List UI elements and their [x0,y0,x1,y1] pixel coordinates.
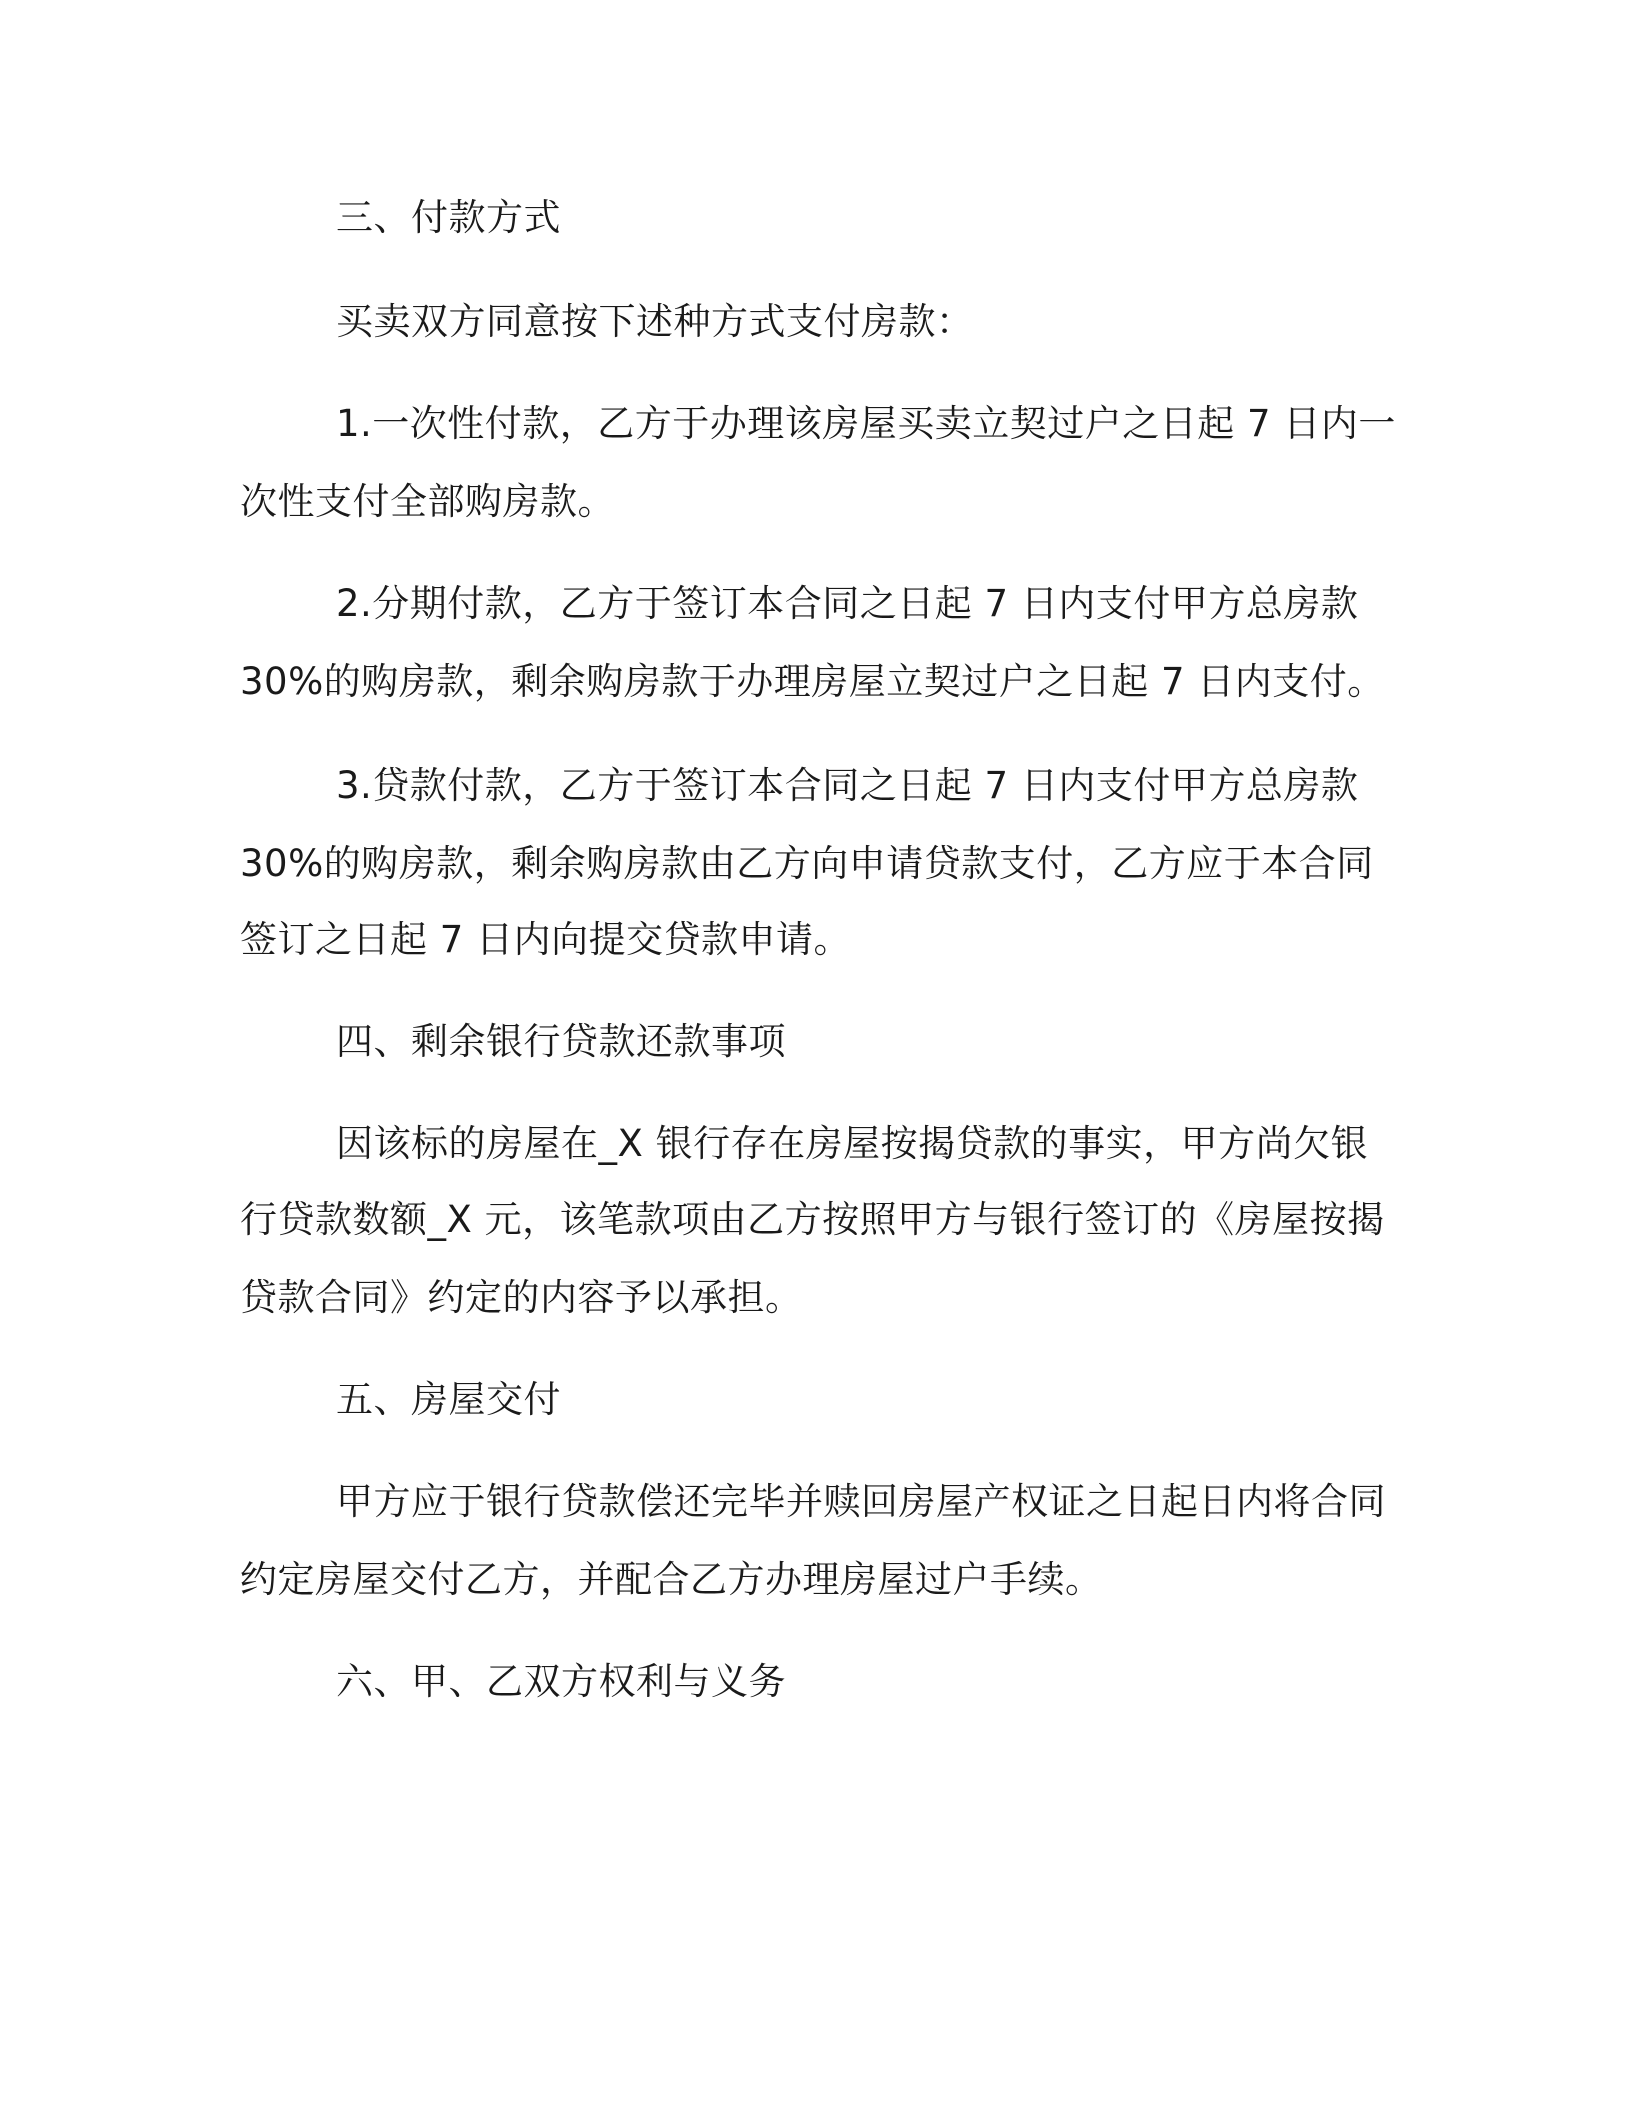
paragraph-line: 约定房屋交付乙方，并配合乙方办理房屋过户手续。 [240,1558,1103,1601]
section-heading-payment: 三、付款方式 [336,196,561,239]
paragraph-line: 3.贷款付款，乙方于签订本合同之日起 7 日内支付甲方总房款 [336,764,1359,807]
paragraph-line: 2.分期付款，乙方于签订本合同之日起 7 日内支付甲方总房款 [336,582,1359,625]
paragraph-line: 次性支付全部购房款。 [240,480,615,523]
paragraph-line: 1.一次性付款，乙方于办理该房屋买卖立契过户之日起 7 日内一 [336,402,1396,445]
section-heading-delivery: 五、房屋交付 [336,1378,561,1421]
paragraph-line: 行贷款数额_X 元，该笔款项由乙方按照甲方与银行签订的《房屋按揭 [240,1198,1385,1241]
section-heading-loan: 四、剩余银行贷款还款事项 [336,1020,786,1063]
paragraph-line: 因该标的房屋在_X 银行存在房屋按揭贷款的事实，甲方尚欠银 [336,1122,1369,1165]
paragraph-line: 签订之日起 7 日内向提交贷款申请。 [240,918,852,961]
paragraph-line: 30%的购房款，剩余购房款于办理房屋立契过户之日起 7 日内支付。 [240,660,1385,703]
paragraph-line: 30%的购房款，剩余购房款由乙方向申请贷款支付，乙方应于本合同 [240,842,1374,885]
section-heading-rights: 六、甲、乙双方权利与义务 [336,1660,786,1703]
paragraph-line: 甲方应于银行贷款偿还完毕并赎回房屋产权证之日起日内将合同 [336,1480,1386,1523]
paragraph-line: 贷款合同》约定的内容予以承担。 [240,1276,803,1319]
paragraph-line: 买卖双方同意按下述种方式支付房款： [336,300,974,343]
